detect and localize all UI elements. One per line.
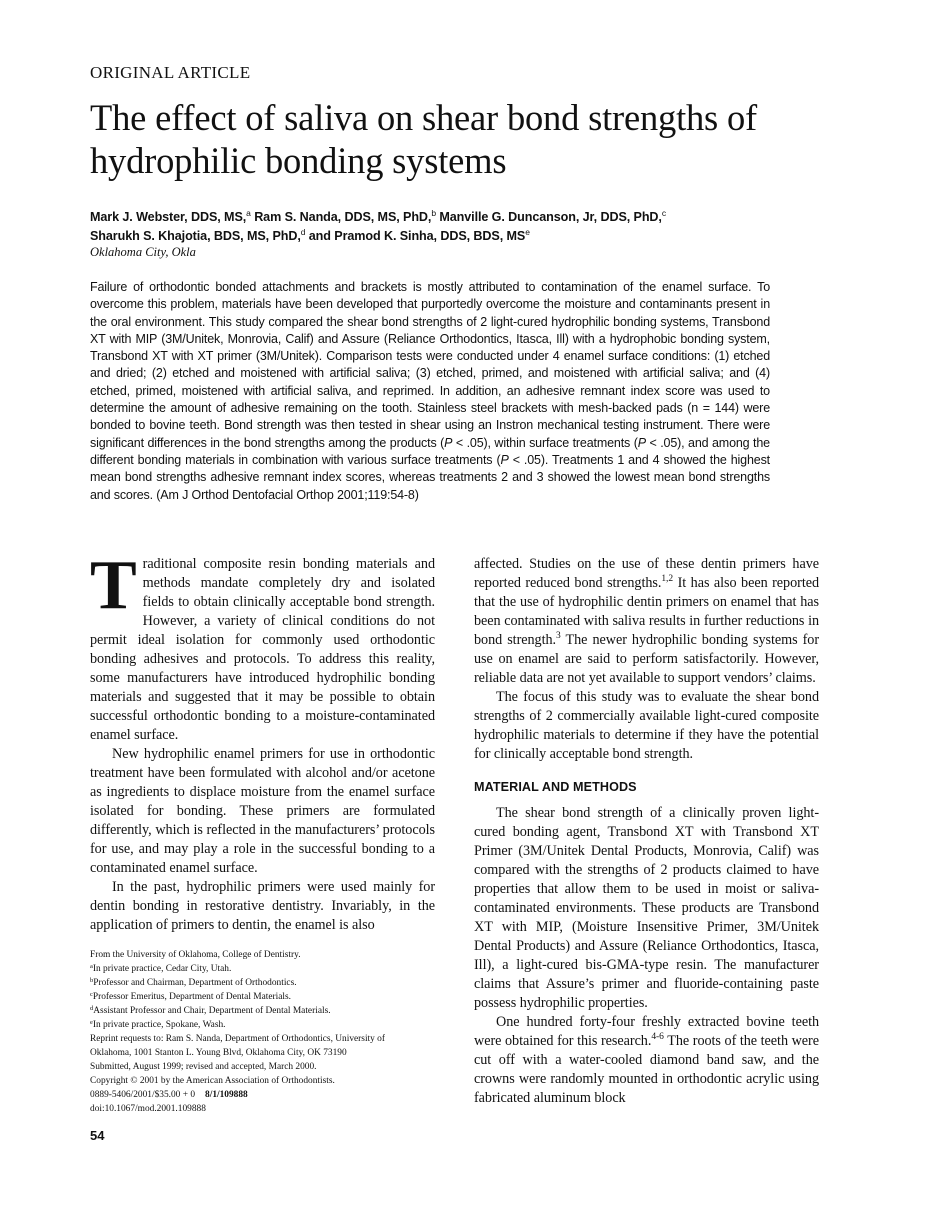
author-mark: d <box>300 227 306 237</box>
citation-ref[interactable]: 1,2 <box>661 574 674 584</box>
footnote-mark: a <box>90 963 93 970</box>
paragraph-text: The roots of the teeth were cut off with a water-cooled diamond band saw, and the crowns were randomly mounted in orthodontic acrylic using fabricated aluminum block <box>474 1033 819 1106</box>
footnote-mark: d <box>90 1005 94 1012</box>
footnote-text: Professor Emeritus, Department of Dental Materials. <box>92 992 292 1002</box>
footnote-mark: c <box>90 991 93 998</box>
paragraph-text: raditional composite resin bonding materials and methods mandate completely dry and isolated fields to obtain clinically acceptable bond strength. However, a variety of clinical conditions do not permit ideal isolation for commonly used orthodontic bonding adhesives and protocols. To address this reality, some manufacturers have introduced hydrophilic bonding materials and suggested that it may be possible to obtain successful orthodontic bonding to a moisture-contaminated enamel surface. <box>90 556 435 743</box>
abstract-text: < .05), and among the different bonding materials in combination with various surface treatments ( <box>90 435 770 467</box>
footnote-mark: e <box>90 1019 93 1026</box>
footnote-text: Professor and Chairman, Department of Orthodontics. <box>93 978 297 988</box>
author-mark: a <box>246 208 251 218</box>
body-paragraph: The shear bond strength of a clinically proven light-cured bonding agent, Transbond XT with Transbond XT Primer (3M/Unitek Dental Products, Monrovia, Calif) was compared with the strengths of 2 products claimed to have properties that allow them to be used in moist or saliva-contaminated environments. These products are Transbond XT with MIP, (Moisture Insensitive Primer, 3M/Unitek Dental Products) and Assure (Reliance Orthodontics, Itasca, Ill), a light-cured bis-GMA-type resin. The manufacturer claims that Assure’s primer and fluoride-containing paste possess hydrophilic properties. <box>474 805 819 1011</box>
reprint-requests: Reprint requests to: Ram S. Nanda, Department of Orthodontics, University of <box>90 1034 385 1044</box>
p-value-symbol: P <box>444 435 453 450</box>
doi[interactable]: doi:10.1067/mod.2001.109888 <box>90 1104 206 1114</box>
abstract-text: < .05), within surface treatments ( <box>452 435 638 450</box>
section-label: ORIGINAL ARTICLE <box>90 63 251 82</box>
author-name: Ram S. Nanda, DDS, MS, PhD, <box>254 210 432 224</box>
author-mark: c <box>661 208 666 218</box>
footnote-item <box>90 976 450 990</box>
intro-paragraph <box>90 547 435 745</box>
submission-dates: Submitted, August 1999; revised and accepted, March 2000. <box>90 1062 317 1072</box>
footnote-item <box>90 1018 450 1032</box>
body-paragraph <box>474 1013 819 1108</box>
footnote-text: In private practice, Cedar City, Utah. <box>92 964 232 974</box>
author-mark: b <box>431 208 436 218</box>
author-location: Oklahoma City, Okla <box>90 245 196 259</box>
body-paragraph: The focus of this study was to evaluate the shear bond strengths of 2 commercially available light-cured composite hydrophilic materials to determine if they have the potential for clinically acceptable bond strength. <box>474 689 819 762</box>
footnotes <box>90 948 450 1116</box>
footnote-item <box>90 962 450 976</box>
paragraph-text: One hundred forty-four freshly extracted bovine teeth were obtained for this research. <box>474 1014 819 1049</box>
drop-cap: T <box>90 547 137 624</box>
footnote-item <box>90 990 450 1004</box>
p-value-symbol: P <box>637 435 646 450</box>
footnote-text: In private practice, Spokane, Wash. <box>92 1020 226 1030</box>
footnote-item <box>90 1004 450 1018</box>
page-number: 54 <box>90 1128 105 1143</box>
body-column-left <box>90 547 435 935</box>
citation-ref[interactable]: 4-6 <box>651 1032 664 1042</box>
paragraph-text: The newer hydrophilic bonding systems for use on enamel are said to perform satisfactorily. However, reliable data are not yet available to support vendors’ claims. <box>474 632 820 686</box>
copyright-notice: Copyright © 2001 by the American Association of Orthodontists. <box>90 1076 335 1086</box>
author-name: Sharukh S. Khajotia, BDS, MS, PhD, <box>90 229 301 243</box>
section-heading-methods: MATERIAL AND METHODS <box>474 780 637 794</box>
author-name: Pramod K. Sinha, DDS, BDS, MS <box>334 229 526 243</box>
issn-code: 8/1/109888 <box>205 1090 248 1100</box>
affiliation-note: From the University of Oklahoma, College of Dentistry. <box>90 950 301 960</box>
author-mark: e <box>525 227 530 237</box>
abstract-text: Failure of orthodontic bonded attachments and brackets is mostly attributed to contamination of the enamel surface. To overcome this problem, materials have been developed that purportedly overcome the moisture and contaminants present in the oral environment. This study compared the shear bond strengths of 2 light-cured hydrophilic bonding systems, Transbond XT with MIP (3M/Unitek, Monrovia, Calif) and Assure (Reliance Orthodontics, Itasca, Ill) with a hydrophobic bonding system, Transbond XT with XT primer (3M/Unitek). Comparison tests were conducted under 4 enamel surface conditions: (1) etched and dried; (2) etched and moistened with artificial saliva; (3) etched, primed, and moistened with artificial saliva; and (4) etched, primed, moistened with artificial saliva, and reprimed. In addition, an adhesive remnant index score was used to determine the amount of adhesive remaining on the tooth. Stainless steel brackets with mesh-backed pads (n = 144) were bonded to bovine teeth. Bond strength was then tested in shear using an Instron mechanical testing instrument. There were significant differences in the bond strengths among the products ( <box>90 280 770 450</box>
footnote-mark: b <box>90 977 94 984</box>
body-paragraph: In the past, hydrophilic primers were used mainly for dentin bonding in restorative dentistry. Invariably, in the application of primers to dentin, the enamel is also <box>90 879 435 933</box>
issn: 0889-5406/2001/$35.00 + 0 <box>90 1090 196 1100</box>
author-list <box>90 208 810 246</box>
body-paragraph: New hydrophilic enamel primers for use in orthodontic treatment have been formulated with alcohol and/or acetone as ingredients to displace moisture from the enamel surface isolated for bonding. These primers are formulated differently, which is reflected in the manufacturers’ protocols for use, and may play a role in the successful bonding to a contaminated enamel surface. <box>90 746 435 876</box>
author-conjunction: and <box>308 229 331 243</box>
abstract <box>90 279 770 504</box>
reprint-address: Oklahoma, 1001 Stanton L. Young Blvd, Oklahoma City, OK 73190 <box>90 1048 347 1058</box>
paragraph-text: affected. Studies on the use of these dentin primers have reported reduced bond strengths. <box>474 556 819 591</box>
author-name: Manville G. Duncanson, Jr, DDS, PhD, <box>439 210 662 224</box>
body-paragraph <box>474 555 819 688</box>
body-column-right <box>474 555 819 1108</box>
citation-ref[interactable]: 3 <box>556 631 561 641</box>
abstract-text: < .05). Treatments 1 and 4 showed the highest mean bond strengths adhesive remnant index scores, whereas treatments 2 and 3 showed the lowest mean bond strengths and scores. (Am J Orthod Dentofacial Orthop 2001;119:54-8) <box>90 452 770 502</box>
paragraph-text: It has also been reported that the use of hydrophilic dentin primers on enamel that has been contaminated with saliva results in further reductions in bond strength. <box>474 575 819 648</box>
p-value-symbol: P <box>500 452 509 467</box>
article-title: The effect of saliva on shear bond strengths of hydrophilic bonding systems <box>90 97 757 181</box>
issn-line <box>90 1088 450 1102</box>
author-name: Mark J. Webster, DDS, MS, <box>90 210 247 224</box>
footnote-text: Assistant Professor and Chair, Department of Dental Materials. <box>93 1006 331 1016</box>
